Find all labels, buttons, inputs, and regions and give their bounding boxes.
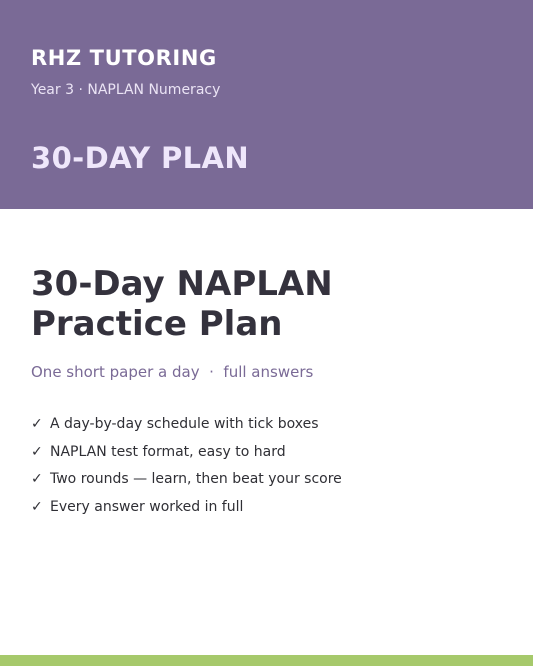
check-icon: ✓: [31, 471, 43, 487]
feature-item: [31, 471, 342, 499]
page-title: [31, 264, 501, 344]
header-subtitle: Year 3 · NAPLAN Numeracy: [31, 82, 221, 98]
feature-label: Two rounds — learn, then beat your score: [50, 471, 342, 487]
page-title-line-2: Practice Plan: [31, 304, 283, 344]
tagline: One short paper a day · full answers: [31, 363, 314, 381]
feature-label: Every answer worked in full: [50, 498, 244, 515]
feature-item: [31, 416, 342, 444]
feature-label: NAPLAN test format, easy to hard: [50, 443, 286, 460]
brand-name: RHZ TUTORING: [31, 46, 217, 70]
plan-label: 30-DAY PLAN: [31, 141, 250, 175]
footer-accent-bar: [0, 655, 533, 666]
feature-label: A day-by-day schedule with tick boxes: [50, 416, 319, 432]
check-icon: ✓: [31, 498, 43, 515]
page-title-line-1: 30-Day NAPLAN: [31, 264, 333, 304]
feature-list: [31, 416, 342, 526]
header-banner: [0, 0, 533, 209]
feature-item: [31, 444, 342, 472]
check-icon: ✓: [31, 443, 43, 460]
feature-item: [31, 499, 342, 527]
check-icon: ✓: [31, 416, 43, 432]
